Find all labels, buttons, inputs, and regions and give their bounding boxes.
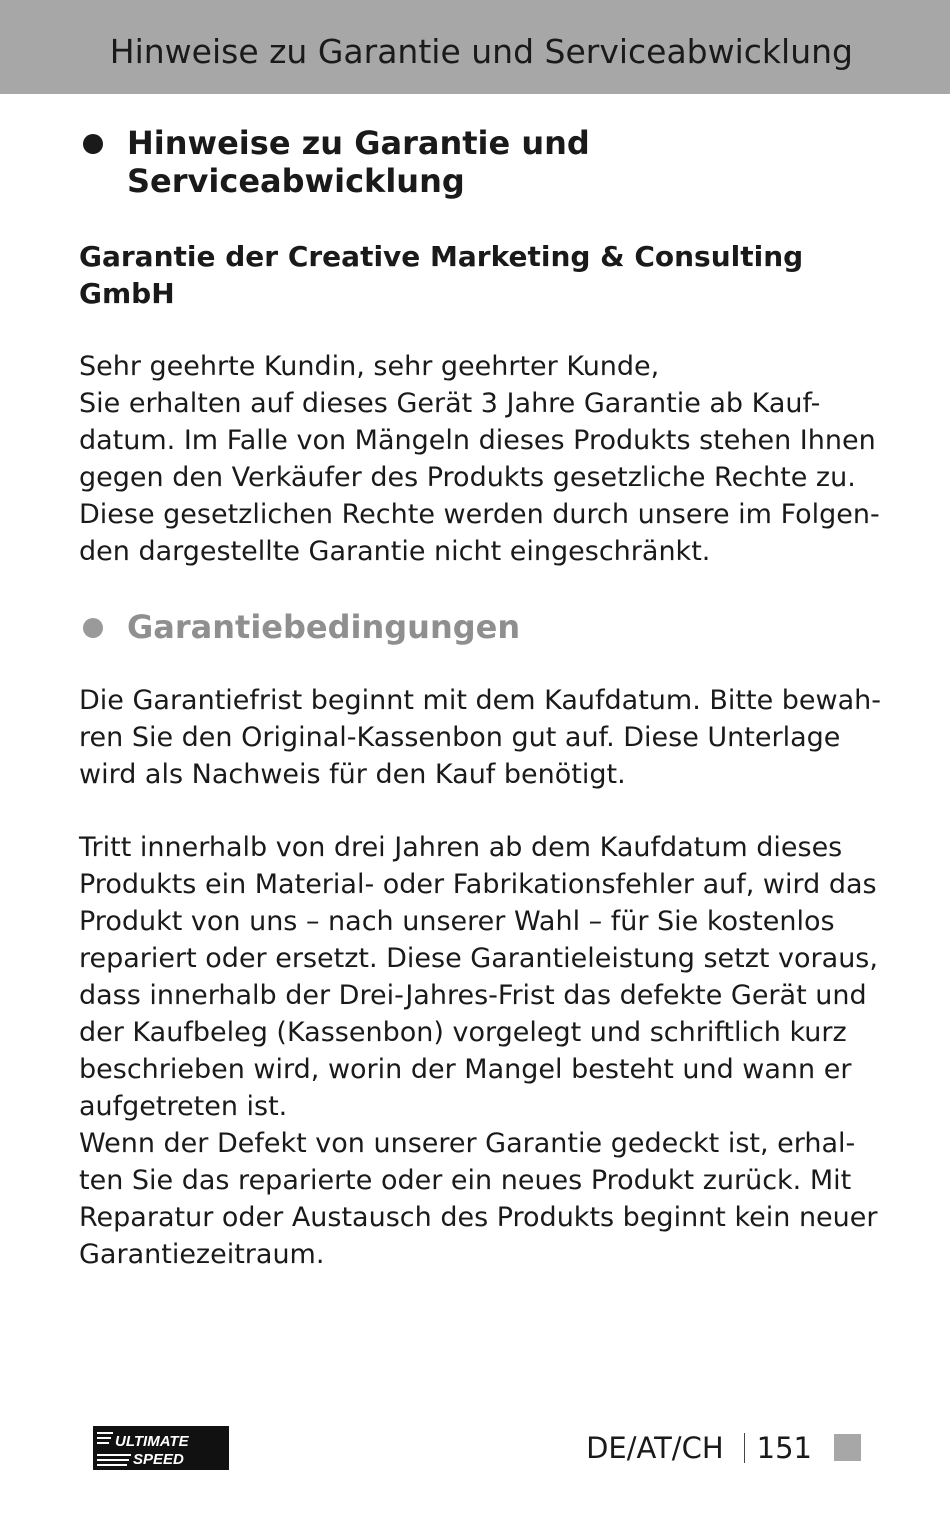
section-heading-line: Garantiebedingungen xyxy=(127,608,521,646)
text-line: wird als Nachweis für den Kauf benötigt. xyxy=(79,759,626,790)
text-line: Diese gesetzlichen Rechte werden durch unsere im Folgen- xyxy=(79,499,880,530)
footer-page-number: 151 xyxy=(756,1431,812,1465)
text-line: datum. Im Falle von Mängeln dieses Produkts stehen Ihnen xyxy=(79,425,876,456)
conditions-paragraph-2 xyxy=(79,829,878,1273)
conditions-paragraph-1 xyxy=(79,682,882,793)
header-bar xyxy=(0,0,950,94)
section-heading-line: Serviceabwicklung xyxy=(127,162,465,200)
company-subheading xyxy=(79,238,869,312)
section-heading-garantiebedingungen xyxy=(79,608,869,646)
section-heading-line: Hinweise zu Garantie und xyxy=(127,124,590,162)
text-line: repariert oder ersetzt. Diese Garantieleistung setzt voraus, xyxy=(79,943,878,974)
spacer xyxy=(79,793,869,829)
logo-text-line1: ULTIMATE xyxy=(115,1433,189,1450)
text-line: dass innerhalb der Drei-Jahres-Frist das defekte Gerät und xyxy=(79,980,867,1011)
section-heading-garantie xyxy=(79,124,869,200)
subheading-line: GmbH xyxy=(79,277,175,310)
footer-region: DE/AT/CH xyxy=(586,1431,724,1465)
subheading-line: Garantie der Creative Marketing & Consulting xyxy=(79,240,804,273)
spacer xyxy=(79,646,869,682)
text-line: Produkts ein Material- oder Fabrikationsfehler auf, wird das xyxy=(79,869,877,900)
spacer xyxy=(79,570,869,608)
text-line: den dargestellte Garantie nicht eingeschränkt. xyxy=(79,536,711,567)
text-line: ren Sie den Original-Kassenbon gut auf. Diese Unterlage xyxy=(79,722,841,753)
text-line: Garantiezeitraum. xyxy=(79,1239,325,1270)
text-line: aufgetreten ist. xyxy=(79,1091,288,1122)
bullet-icon xyxy=(83,134,103,154)
footer-separator xyxy=(744,1433,745,1463)
text-line: ten Sie das reparierte oder ein neues Produkt zurück. Mit xyxy=(79,1165,852,1196)
spacer xyxy=(79,312,869,348)
footer-page-info xyxy=(586,1428,812,1468)
bullet-icon xyxy=(83,618,103,638)
text-line: Reparatur oder Austausch des Produkts beginnt kein neuer xyxy=(79,1202,878,1233)
logo-text-line2: SPEED xyxy=(133,1451,184,1468)
text-line: gegen den Verkäufer des Produkts gesetzliche Rechte zu. xyxy=(79,462,856,493)
text-line: Sehr geehrte Kundin, sehr geehrter Kunde, xyxy=(79,351,660,382)
page-content xyxy=(79,124,882,1273)
text-line: Wenn der Defekt von unserer Garantie gedeckt ist, erhal- xyxy=(79,1128,856,1159)
footer-square-marker xyxy=(834,1434,861,1461)
text-line: Die Garantiefrist beginnt mit dem Kaufdatum. Bitte bewah- xyxy=(79,685,882,716)
text-line: der Kaufbeleg (Kassenbon) vorgelegt und schriftlich kurz xyxy=(79,1017,847,1048)
ultimate-speed-logo xyxy=(93,1426,229,1470)
text-line: beschrieben wird, worin der Mangel besteht und wann er xyxy=(79,1054,852,1085)
intro-paragraph xyxy=(79,348,880,570)
header-title: Hinweise zu Garantie und Serviceabwicklung xyxy=(109,32,853,71)
text-line: Sie erhalten auf dieses Gerät 3 Jahre Garantie ab Kauf- xyxy=(79,388,821,419)
text-line: Produkt von uns – nach unserer Wahl – für Sie kostenlos xyxy=(79,906,835,937)
text-line: Tritt innerhalb von drei Jahren ab dem Kaufdatum dieses xyxy=(79,832,843,863)
spacer xyxy=(79,200,869,238)
